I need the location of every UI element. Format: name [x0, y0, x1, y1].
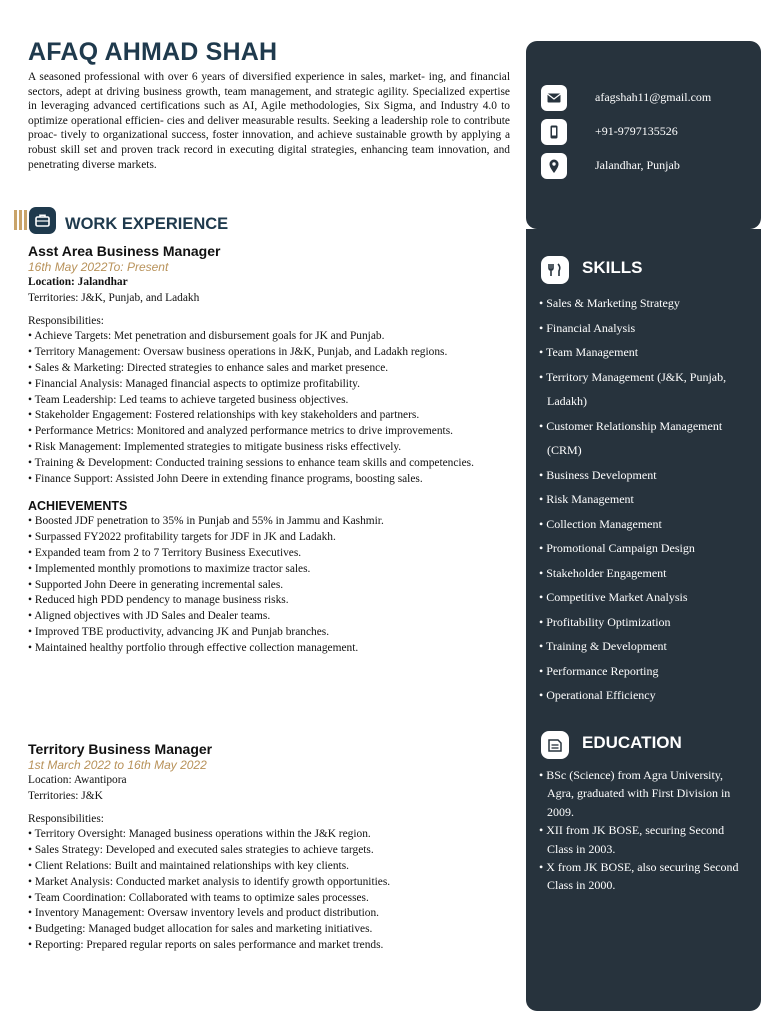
skill-item: • Territory Management (J&K, Punjab, Ladakh)	[539, 365, 744, 414]
list-item: • Reporting: Prepared regular reports on sales performance and market trends.	[28, 938, 510, 954]
skill-item: • Financial Analysis	[539, 316, 744, 341]
job-dates: 1st March 2022 to 16th May 2022	[28, 758, 207, 772]
skills-list	[539, 291, 744, 708]
list-item: • Supported John Deere in generating incremental sales.	[28, 578, 510, 594]
list-item: • Market Analysis: Conducted market analysis to identify growth opportunities.	[28, 875, 510, 891]
list-item: • Boosted JDF penetration to 35% in Punjab and 55% in Jammu and Kashmir.	[28, 514, 510, 530]
skill-item: • Operational Efficiency	[539, 683, 744, 708]
list-item: • Surpassed FY2022 profitability targets for JDF in JK and Ladakh.	[28, 530, 510, 546]
list-item: • Team Coordination: Collaborated with teams to optimize sales processes.	[28, 891, 510, 907]
responsibilities-list	[28, 329, 510, 487]
job-territories: Territories: J&K	[28, 789, 103, 802]
list-item: • Territory Management: Oversaw business operations in J&K, Punjab, and Ladakh regions.	[28, 345, 510, 361]
job-location: Location: Jalandhar	[28, 276, 128, 288]
location-pin-icon	[541, 153, 567, 179]
skill-item: • Competitive Market Analysis	[539, 585, 744, 610]
list-item: • Achieve Targets: Met penetration and disbursement goals for JK and Punjab.	[28, 329, 510, 345]
skill-item: • Business Development	[539, 463, 744, 488]
responsibilities-label: Responsibilities:	[28, 314, 104, 327]
achievements-title: ACHIEVEMENTS	[28, 499, 128, 514]
skills-icon	[541, 256, 569, 284]
job-title: Territory Business Manager	[28, 741, 213, 757]
mail-icon	[541, 85, 567, 111]
job-entry	[28, 242, 510, 657]
skill-item: • Team Management	[539, 340, 744, 365]
list-item: • Sales Strategy: Developed and executed sales strategies to achieve targets.	[28, 843, 510, 859]
skill-item: • Stakeholder Engagement	[539, 561, 744, 586]
responsibilities-list	[28, 827, 510, 953]
candidate-name: AFAQ AHMAD SHAH	[28, 38, 278, 66]
job-dates: 16th May 2022To: Present	[28, 260, 169, 274]
professional-summary: A seasoned professional with over 6 years of diversified experience in sales, market- ing, and financial sectors, adept at driving business growth, team management, and strategic agility. Specialized expertise in leveraging advanced certifications such as AI, Agile methodologies, Six Sigma, and Industry 4.0 to optimize operational efficien- cies and deliver measurable results. Seeking a leadership role to contribute proac- tively to organizational success, foster innovation, and achieve sustainable growth by applying a robust skill set and proven track record in executing digital strategies, enhancing team innovation, and penetrating diverse markets.	[28, 71, 510, 171]
decorative-stripes	[14, 210, 28, 230]
education-item: • X from JK BOSE, also securing Second Class in 2000.	[539, 858, 751, 895]
sidebar-panel	[526, 229, 761, 1011]
skill-item: • Sales & Marketing Strategy	[539, 291, 744, 316]
list-item: • Stakeholder Engagement: Fostered relationships with key stakeholders and partners.	[28, 408, 510, 424]
location-text: Jalandhar, Punjab	[595, 158, 680, 172]
list-item: • Training & Development: Conducted training sessions to enhance team skills and competencies.	[28, 456, 510, 472]
skill-item: • Training & Development	[539, 634, 744, 659]
briefcase-icon	[29, 207, 56, 234]
skill-item: • Profitability Optimization	[539, 610, 744, 635]
list-item: • Financial Analysis: Managed financial aspects to optimize profitability.	[28, 377, 510, 393]
job-location: Location: Awantipora	[28, 774, 127, 786]
list-item: • Risk Management: Implemented strategies to mitigate business risks effectively.	[28, 440, 510, 456]
list-item: • Expanded team from 2 to 7 Territory Business Executives.	[28, 546, 510, 562]
skill-item: • Collection Management	[539, 512, 744, 537]
responsibilities-label: Responsibilities:	[28, 812, 104, 825]
education-header	[541, 731, 756, 759]
achievements-list	[28, 514, 510, 656]
education-item: • XII from JK BOSE, securing Second Class in 2003.	[539, 821, 751, 858]
list-item: • Improved TBE productivity, advancing JK and Punjab branches.	[28, 625, 510, 641]
list-item: • Territory Oversight: Managed business operations within the J&K region.	[28, 827, 510, 843]
contact-email	[541, 85, 761, 111]
list-item: • Aligned objectives with JD Sales and Dealer teams.	[28, 609, 510, 625]
education-item: • BSc (Science) from Agra University, Agra, graduated with First Division in 2009.	[539, 766, 751, 821]
list-item: • Maintained healthy portfolio through effective collection management.	[28, 641, 510, 657]
list-item: • Performance Metrics: Monitored and analyzed performance metrics to drive improvements.	[28, 424, 510, 440]
contact-phone	[541, 119, 761, 145]
job-territories: Territories: J&K, Punjab, and Ladakh	[28, 291, 200, 304]
skill-item: • Promotional Campaign Design	[539, 536, 744, 561]
contact-location	[541, 153, 761, 179]
education-icon	[541, 731, 569, 759]
list-item: • Finance Support: Assisted John Deere in extending finance programs, boosting sales.	[28, 472, 510, 488]
job-entry	[28, 740, 510, 954]
work-experience-header	[14, 205, 414, 233]
list-item: • Inventory Management: Oversaw inventory levels and product distribution.	[28, 906, 510, 922]
list-item: • Sales & Marketing: Directed strategies to enhance sales and market presence.	[28, 361, 510, 377]
skill-item: • Risk Management	[539, 487, 744, 512]
phone-icon	[541, 119, 567, 145]
skills-header	[541, 256, 756, 284]
list-item: • Implemented monthly promotions to maximize tractor sales.	[28, 562, 510, 578]
education-list	[539, 766, 751, 895]
job-title: Asst Area Business Manager	[28, 243, 221, 259]
email-text: afagshah11@gmail.com	[595, 90, 712, 104]
skill-item: • Customer Relationship Management (CRM)	[539, 414, 744, 463]
list-item: • Budgeting: Managed budget allocation for sales and marketing initiatives.	[28, 922, 510, 938]
list-item: • Client Relations: Built and maintained relationships with key clients.	[28, 859, 510, 875]
list-item: • Reduced high PDD pendency to manage business risks.	[28, 593, 510, 609]
work-experience-title: WORK EXPERIENCE	[65, 215, 229, 233]
list-item: • Team Leadership: Led teams to achieve targeted business objectives.	[28, 393, 510, 409]
phone-text: +91-9797135526	[595, 124, 678, 138]
contact-panel	[526, 41, 761, 229]
skill-item: • Performance Reporting	[539, 659, 744, 684]
education-title: EDUCATION	[582, 733, 682, 752]
skills-title: SKILLS	[582, 258, 643, 277]
